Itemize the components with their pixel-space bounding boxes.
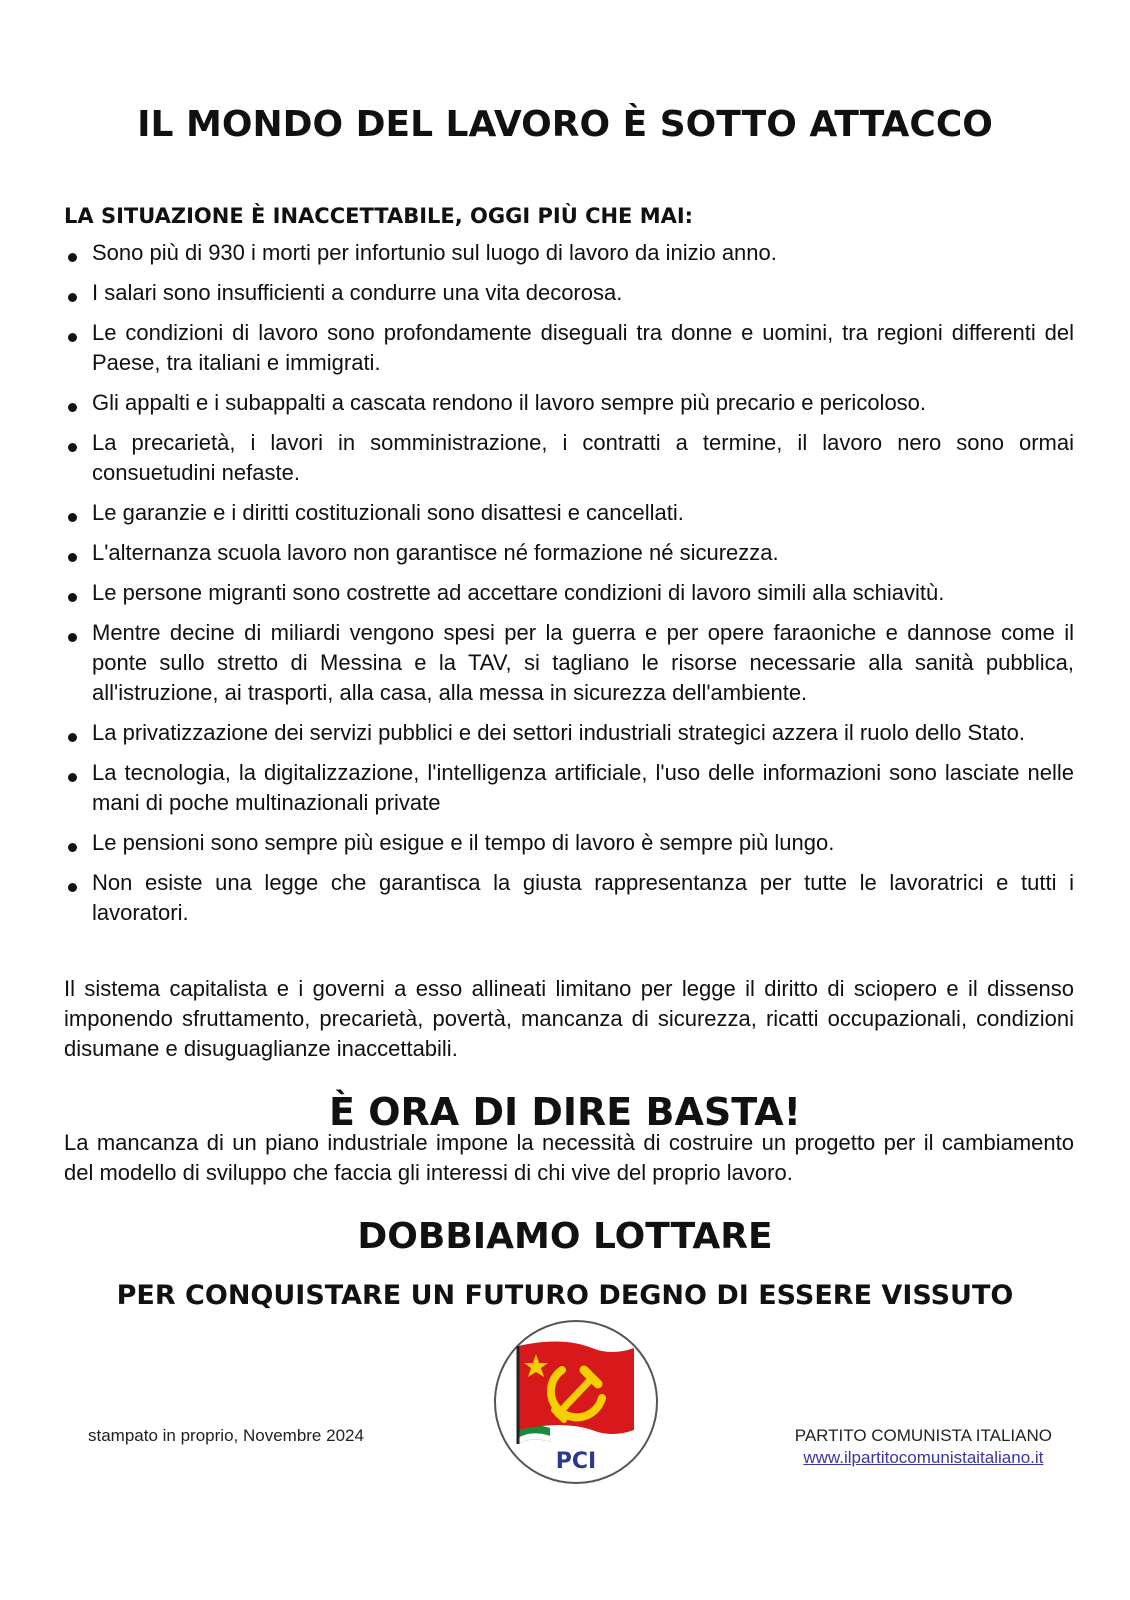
pci-logo <box>492 1318 660 1486</box>
list-item: La privatizzazione dei servizi pubblici e dei settori industriali strategici azzera il ruolo dello Stato. <box>64 718 1074 748</box>
lottare-heading: DOBBIAMO LOTTARE <box>357 1216 773 1257</box>
paragraph-capitalism: Il sistema capitalista e i governi a esso allineati limitano per legge il diritto di sciopero e il dissenso imponendo sfruttamento, precarietà, povertà, mancanza di sicurezza, ricatti occupazionali, condizioni disumane e disuguaglianze inaccettabili. <box>64 976 1074 1061</box>
party-info <box>795 1426 1052 1468</box>
list-item: Le pensioni sono sempre più esigue e il tempo di lavoro è sempre più lungo. <box>64 828 1074 858</box>
printed-note: stampato in proprio, Novembre 2024 <box>88 1426 364 1445</box>
list-item: Le condizioni di lavoro sono profondamente diseguali tra donne e uomini, tra regioni differenti del Paese, tra italiani e immigrati. <box>64 318 1074 378</box>
subheading: LA SITUAZIONE È INACCETTABILE, OGGI PIÙ CHE MAI: <box>64 204 694 228</box>
futuro-heading: PER CONQUISTARE UN FUTURO DEGNO DI ESSERE VISSUTO <box>116 1280 1014 1311</box>
party-name: PARTITO COMUNISTA ITALIANO <box>794 1426 1052 1445</box>
bullet-list <box>64 238 1074 938</box>
list-item: Gli appalti e i subappalti a cascata rendono il lavoro sempre più precario e pericoloso. <box>64 388 1074 418</box>
list-item: I salari sono insufficienti a condurre una vita decorosa. <box>64 278 1074 308</box>
list-item: L'alternanza scuola lavoro non garantisce né formazione né sicurezza. <box>64 538 1074 568</box>
list-item: Mentre decine di miliardi vengono spesi per la guerra e per opere faraoniche e dannose come il ponte sullo stretto di Messina e la TAV, si tagliano le risorse necessarie alla sanità pubblica, all'istruzione, ai trasporti, alla casa, alla messa in sicurezza dell'ambiente. <box>64 618 1074 708</box>
party-website-link[interactable]: www.ilpartitocomunistaitaliano.it <box>803 1448 1044 1467</box>
list-item: Non esiste una legge che garantisca la giusta rappresentanza per tutte le lavoratrici e tutti i lavoratori. <box>64 868 1074 928</box>
list-item: Le persone migranti sono costrette ad accettare condizioni di lavoro simili alla schiavitù. <box>64 578 1074 608</box>
list-item: Le garanzie e i diritti costituzionali sono disattesi e cancellati. <box>64 498 1074 528</box>
list-item: Sono più di 930 i morti per infortunio sul luogo di lavoro da inizio anno. <box>64 238 1074 268</box>
list-item: La precarietà, i lavori in somministrazione, i contratti a termine, il lavoro nero sono ormai consuetudini nefaste. <box>64 428 1074 488</box>
logo-text: PCI <box>555 1449 597 1474</box>
list-item: La tecnologia, la digitalizzazione, l'intelligenza artificiale, l'uso delle informazioni sono lasciate nelle mani di poche multinazionali private <box>64 758 1074 818</box>
page-title: IL MONDO DEL LAVORO È SOTTO ATTACCO <box>137 104 993 145</box>
paragraph-industrial-plan: La mancanza di un piano industriale impone la necessità di costruire un progetto per il cambiamento del modello di sviluppo che faccia gli interessi di chi vive del proprio lavoro. <box>64 1130 1074 1185</box>
basta-heading: È ORA DI DIRE BASTA! <box>329 1090 801 1134</box>
